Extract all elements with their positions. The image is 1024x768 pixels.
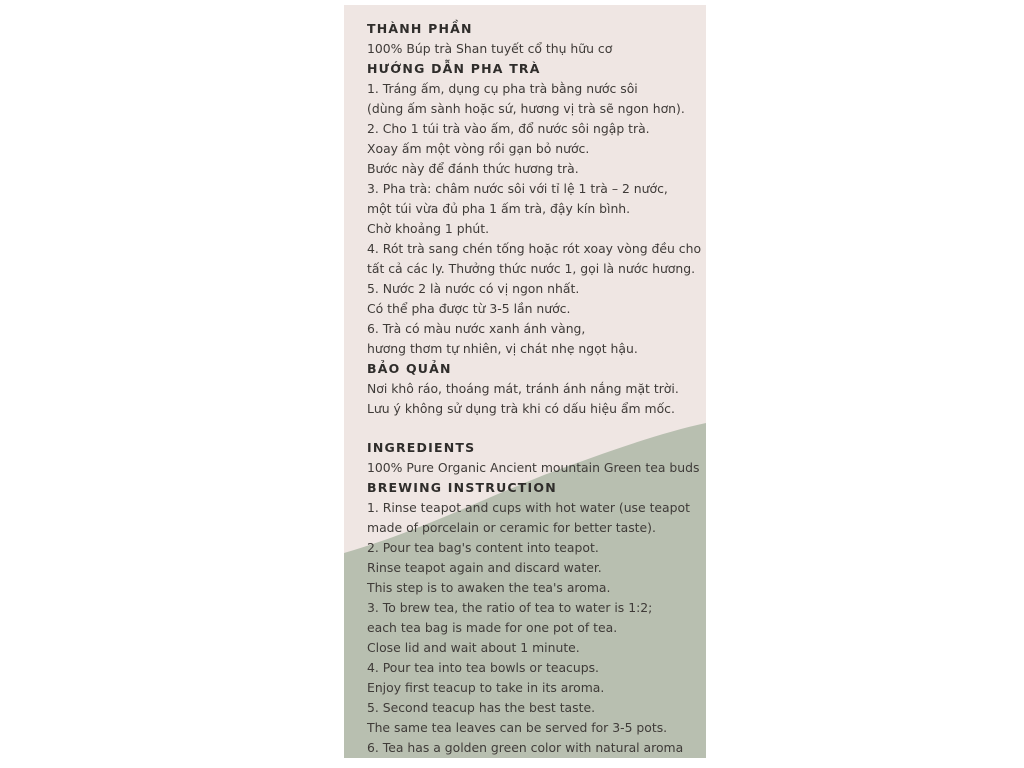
en-brewing-line: 1. Rinse teapot and cups with hot water (use teapot (367, 500, 690, 515)
en-brewing-line: 3. To brew tea, the ratio of tea to water is 1:2; (367, 600, 653, 615)
en-ingredients-heading: INGREDIENTS (367, 440, 476, 455)
vi-storage-line: Lưu ý không sử dụng trà khi có dấu hiệu ẩm mốc. (367, 401, 675, 416)
en-brewing-line: Close lid and wait about 1 minute. (367, 640, 580, 655)
vi-brewing-heading: HƯỚNG DẪN PHA TRÀ (367, 61, 541, 76)
vi-brewing-line: Xoay ấm một vòng rồi gạn bỏ nước. (367, 141, 590, 156)
vi-brewing-steps (367, 79, 703, 359)
en-brewing-steps (367, 498, 703, 758)
vi-brewing-line: 4. Rót trà sang chén tống hoặc rót xoay vòng đều cho (367, 241, 702, 256)
section-spacer (367, 419, 703, 438)
en-brewing-line: Enjoy first teacup to take in its aroma. (367, 680, 605, 695)
en-brewing-line: 6. Tea has a golden green color with natural aroma (367, 740, 684, 755)
en-brewing-heading: BREWING INSTRUCTION (367, 480, 557, 495)
vi-ingredients-heading: THÀNH PHẦN (367, 21, 473, 36)
vi-brewing-line: 2. Cho 1 túi trà vào ấm, đổ nước sôi ngập trà. (367, 121, 650, 136)
en-brewing-line: 2. Pour tea bag's content into teapot. (367, 540, 599, 555)
en-ingredients-text: 100% Pure Organic Ancient mountain Green tea buds (367, 460, 700, 475)
vi-ingredients-text: 100% Búp trà Shan tuyết cổ thụ hữu cơ (367, 41, 613, 56)
vi-storage-line: Nơi khô ráo, thoáng mát, tránh ánh nắng mặt trời. (367, 381, 679, 396)
en-brewing-line: The same tea leaves can be served for 3-5 pots. (367, 720, 668, 735)
vi-brewing-line: Có thể pha được từ 3-5 lần nước. (367, 301, 571, 316)
en-brewing-line: 4. Pour tea into tea bowls or teacups. (367, 660, 599, 675)
en-brewing-line: each tea bag is made for one pot of tea. (367, 620, 618, 635)
tea-instructions-panel (344, 5, 706, 758)
en-brewing-line: 5. Second teacup has the best taste. (367, 700, 596, 715)
vi-brewing-line: 6. Trà có màu nước xanh ánh vàng, (367, 321, 586, 336)
vi-storage-heading: BẢO QUẢN (367, 361, 452, 376)
vi-brewing-line: Chờ khoảng 1 phút. (367, 221, 490, 236)
en-brewing-line: Rinse teapot again and discard water. (367, 560, 602, 575)
vi-brewing-line: tất cả các ly. Thưởng thức nước 1, gọi là nước hương. (367, 261, 696, 276)
vi-brewing-line: hương thơm tự nhiên, vị chát nhẹ ngọt hậu. (367, 341, 638, 356)
text-content (367, 19, 703, 758)
en-brewing-line: made of porcelain or ceramic for better taste). (367, 520, 656, 535)
vi-brewing-line: 5. Nước 2 là nước có vị ngon nhất. (367, 281, 580, 296)
vi-brewing-line: (dùng ấm sành hoặc sứ, hương vị trà sẽ ngon hơn). (367, 101, 685, 116)
vi-brewing-line: Bước này để đánh thức hương trà. (367, 161, 579, 176)
en-brewing-line: This step is to awaken the tea's aroma. (367, 580, 611, 595)
vi-brewing-line: một túi vừa đủ pha 1 ấm trà, đậy kín bình. (367, 201, 631, 216)
vi-brewing-line: 3. Pha trà: châm nước sôi với tỉ lệ 1 trà – 2 nước, (367, 181, 668, 196)
vi-brewing-line: 1. Tráng ấm, dụng cụ pha trà bằng nước sôi (367, 81, 638, 96)
